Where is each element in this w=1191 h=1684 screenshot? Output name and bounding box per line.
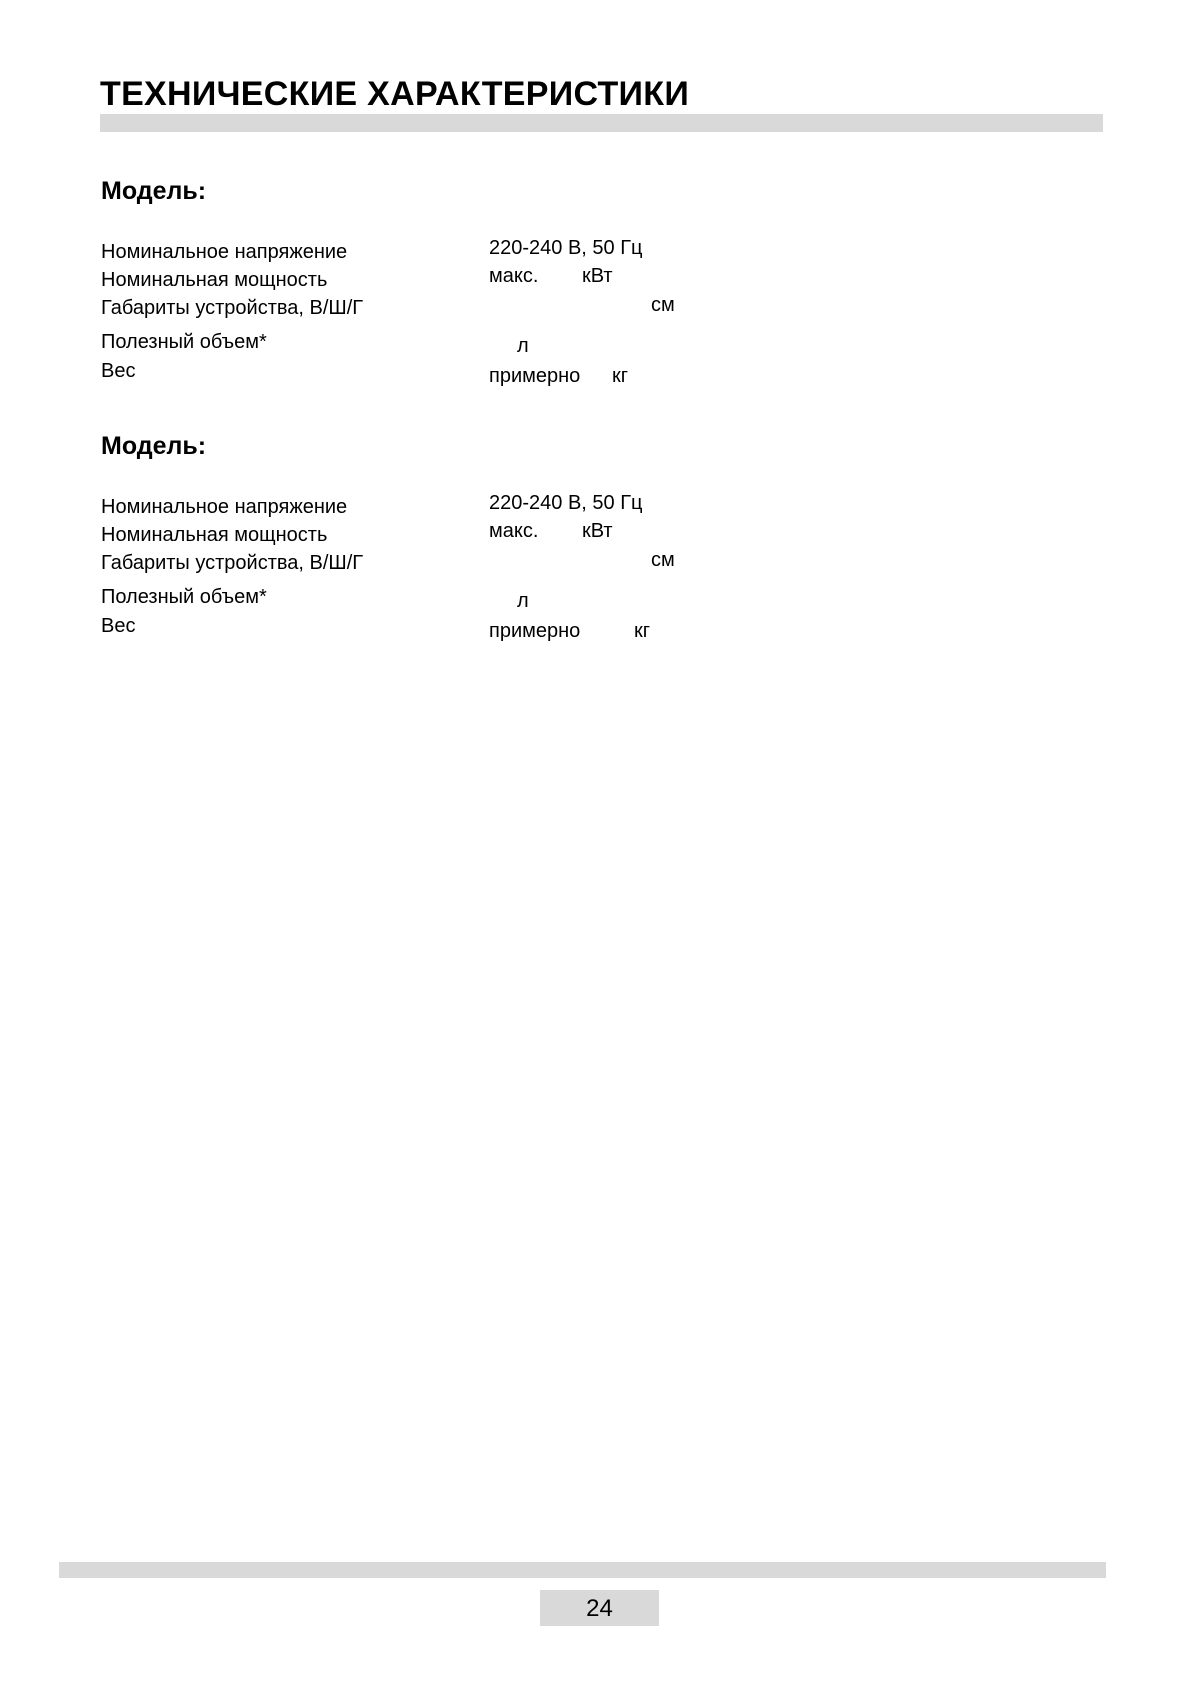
power-prefix: макс. (489, 265, 539, 287)
page-number: 24 (540, 1590, 659, 1626)
weight-prefix: примерно (489, 620, 581, 642)
power-unit: кВт (582, 520, 613, 542)
power-prefix: макс. (489, 520, 539, 542)
weight-prefix: примерно (489, 365, 581, 387)
weight-label: Вес (101, 615, 136, 637)
dimensions-unit: см (651, 294, 675, 316)
power-label: Номинальная мощность (101, 269, 328, 291)
page-title: ТЕХНИЧЕСКИЕ ХАРАКТЕРИСТИКИ (100, 75, 690, 113)
volume-label: Полезный объем* (101, 331, 267, 353)
model-heading: Модель: (101, 177, 207, 205)
spec-list (101, 492, 801, 642)
weight-unit: кг (634, 620, 651, 642)
voltage-label: Номинальное напряжение (101, 496, 348, 518)
spec-section-2 (101, 431, 801, 642)
voltage-value: 220-240 В, 50 Гц (489, 492, 643, 514)
dimensions-label: Габариты устройства, В/Ш/Г (101, 552, 364, 574)
dimensions-label: Габариты устройства, В/Ш/Г (101, 297, 364, 319)
weight-label: Вес (101, 360, 136, 382)
spec-list (101, 237, 801, 387)
voltage-value: 220-240 В, 50 Гц (489, 237, 643, 259)
weight-unit: кг (612, 365, 629, 387)
voltage-label: Номинальное напряжение (101, 241, 348, 263)
volume-unit: л (517, 590, 529, 612)
dimensions-unit: см (651, 549, 675, 571)
volume-label: Полезный объем* (101, 586, 267, 608)
power-label: Номинальная мощность (101, 524, 328, 546)
spec-section-1 (101, 176, 801, 387)
model-heading: Модель: (101, 432, 207, 460)
power-unit: кВт (582, 265, 613, 287)
volume-unit: л (517, 335, 529, 357)
footer-divider-bar (59, 1562, 1106, 1578)
title-divider-bar (100, 114, 1103, 132)
